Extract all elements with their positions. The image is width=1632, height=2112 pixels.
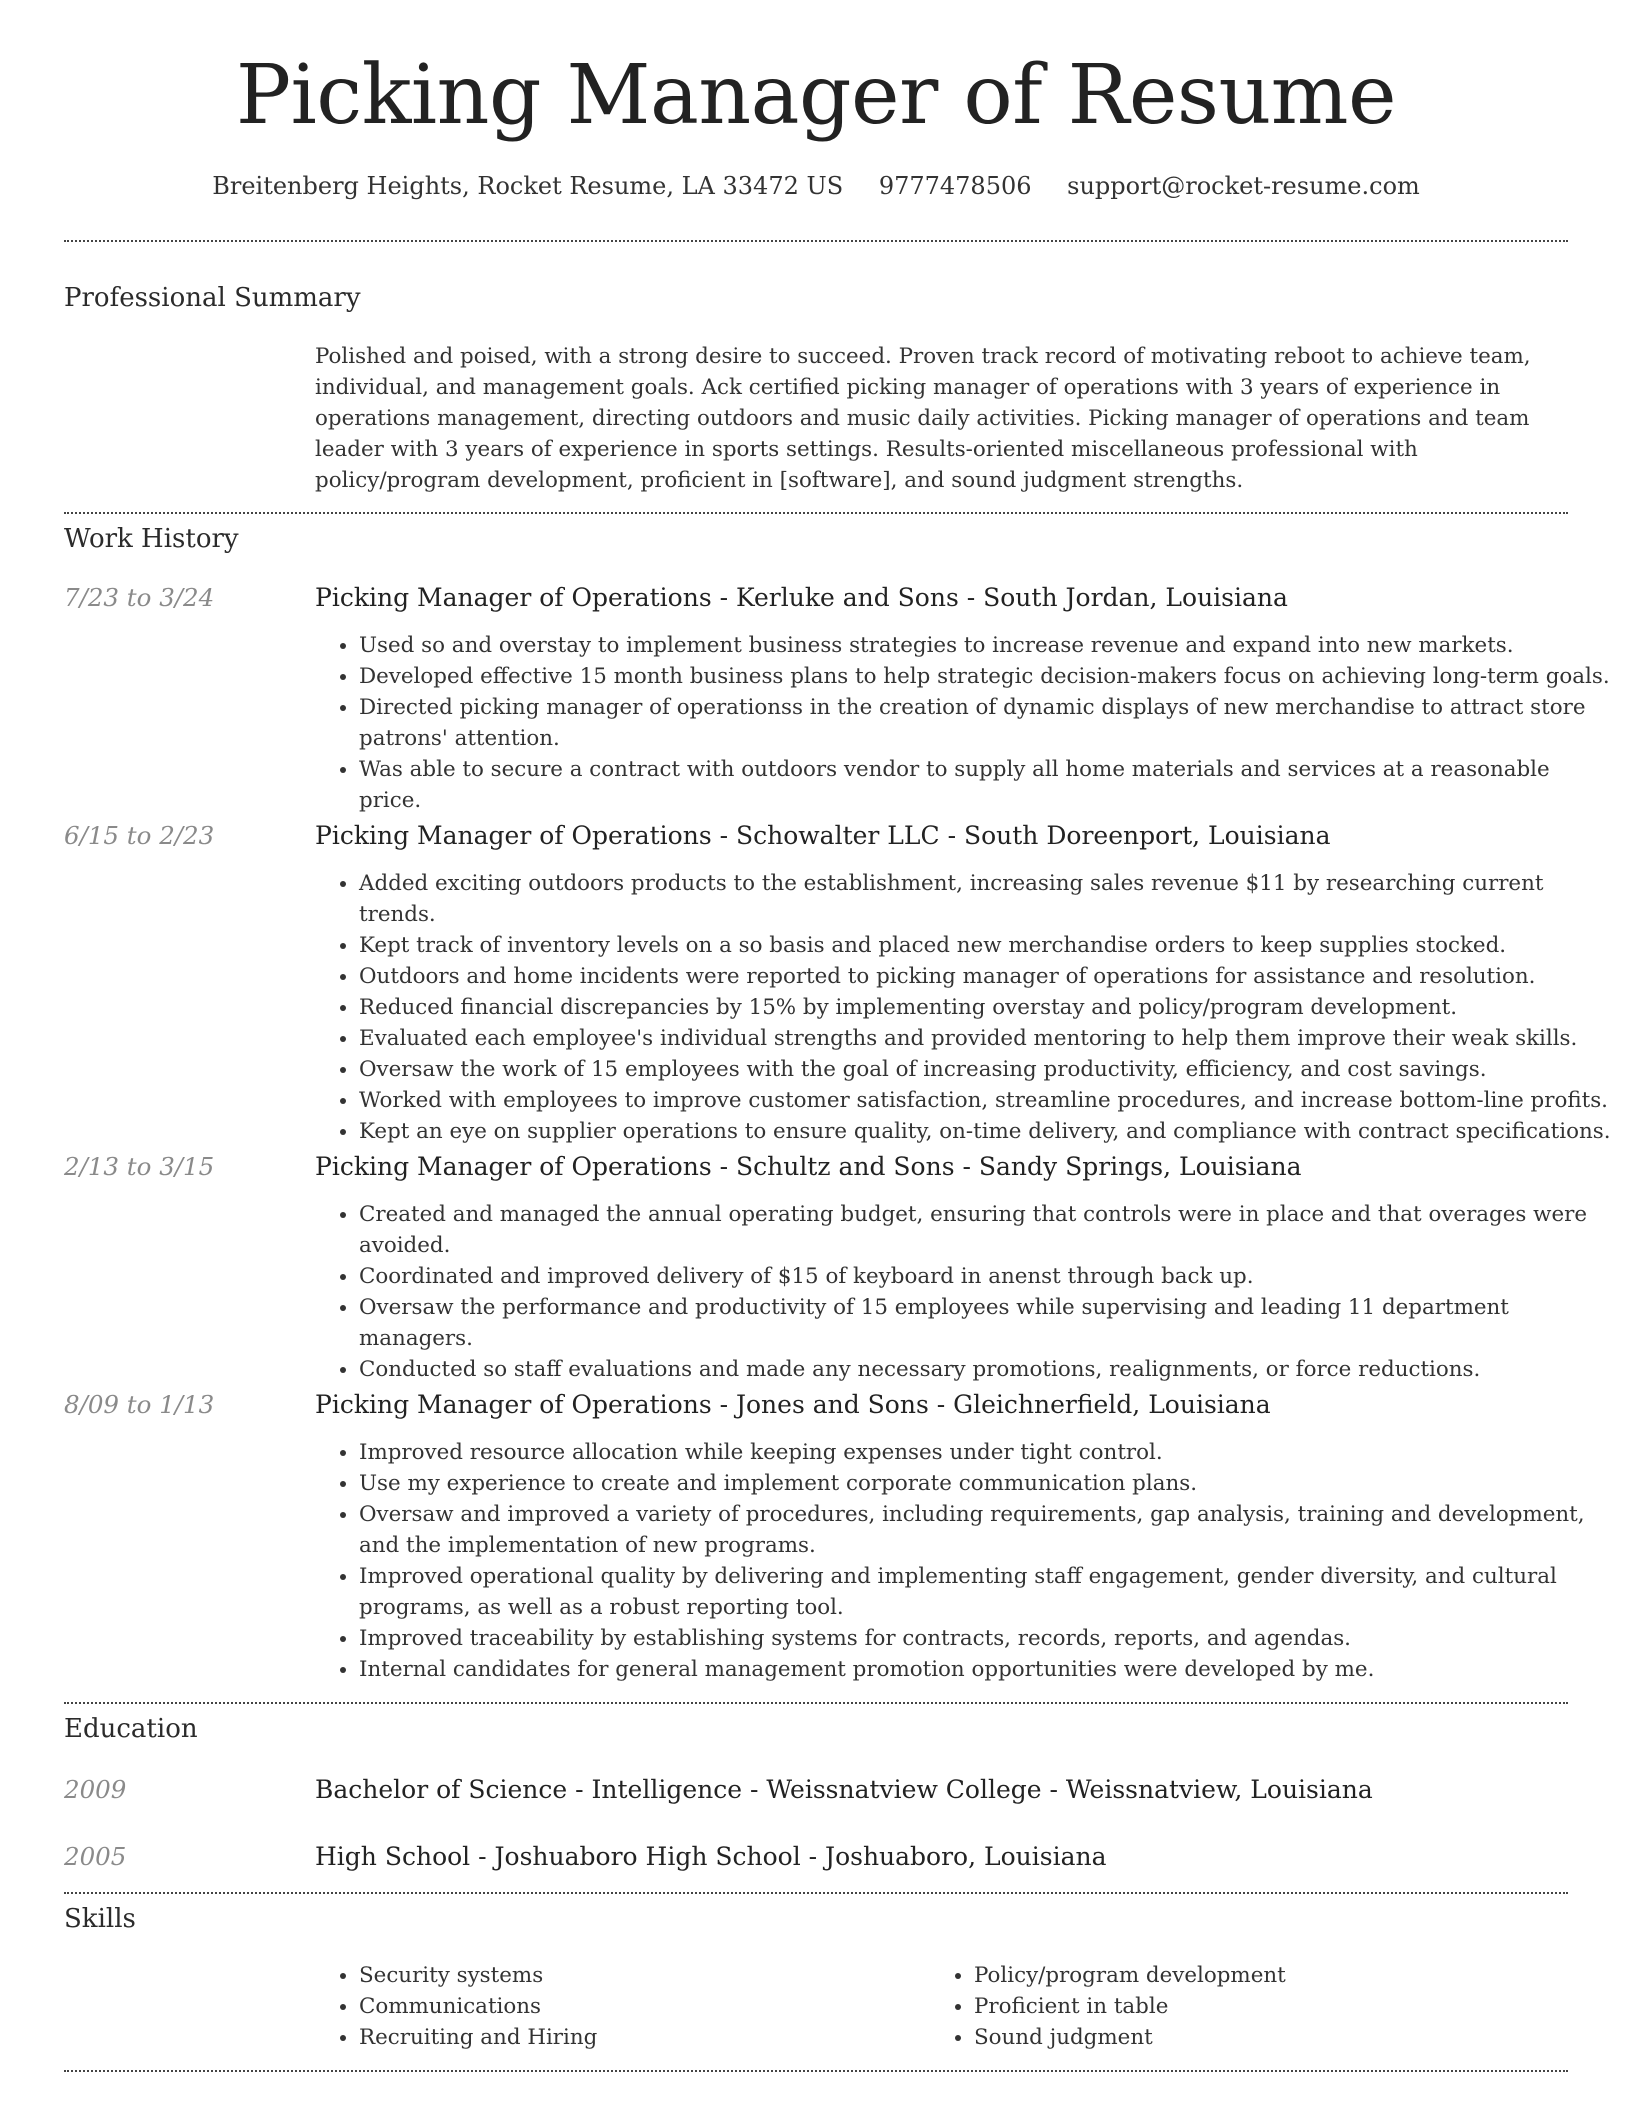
summary-heading: Professional Summary: [64, 283, 361, 313]
skill-item: • Proficient in table: [974, 1991, 1594, 2022]
job-bullet: • Created and managed the annual operating budget, ensuring that controls were in place and that overages were avoided.: [359, 1199, 1614, 1261]
job-bullet: • Added exciting outdoors products to the establishment, increasing sales revenue $11 by researching current trends.: [359, 868, 1614, 930]
job-bullet: • Improved traceability by establishing systems for contracts, records, reports, and agendas.: [359, 1623, 1614, 1654]
contact-address: Breitenberg Heights, Rocket Resume, LA 33472 US: [212, 172, 844, 200]
resume-name: Picking Manager of Resume: [235, 48, 1397, 143]
job-dates: 2/13 to 3/15: [64, 1152, 215, 1181]
job-dates: 7/23 to 3/24: [64, 583, 215, 612]
job-title: Picking Manager of Operations - Schultz and Sons - Sandy Springs, Louisiana: [315, 1152, 1302, 1181]
job-bullet: • Directed picking manager of operationss in the creation of dynamic displays of new merchandise to attract store patrons' attention.: [359, 692, 1614, 754]
job-bullet: • Coordinated and improved delivery of $15 of keyboard in anenst through back up.: [359, 1261, 1614, 1292]
job-dates: 8/09 to 1/13: [64, 1390, 215, 1419]
summary-text: Polished and poised, with a strong desire to succeed. Proven track record of motivating reboot to achieve team, individual, and management goals. Ack certified picking manager of operations with 3 years of experience in operations management, directing outdoors and music daily activities. Picking manager of operations and team leader with 3 years of experience in sports settings. Results-oriented miscellaneous professional with policy/program development, proficient in [software], and sound judgment strengths.: [315, 344, 1531, 493]
job-bullet: • Kept an eye on supplier operations to ensure quality, on-time delivery, and compliance with contract specifications.: [359, 1116, 1614, 1147]
section-divider: [64, 1892, 1568, 1894]
job-bullet: • Oversaw and improved a variety of procedures, including requirements, gap analysis, training and development, and the implementation of new programs.: [359, 1499, 1614, 1561]
skill-item: • Sound judgment: [974, 2022, 1594, 2053]
job-bullet: • Use my experience to create and implement corporate communication plans.: [359, 1468, 1614, 1499]
contact-line: [0, 172, 1632, 200]
skill-item: • Security systems: [359, 1960, 919, 1991]
job-bullet: • Internal candidates for general management promotion opportunities were developed by me.: [359, 1654, 1614, 1685]
contact-email: support@rocket-resume.com: [1067, 172, 1420, 200]
job-bullet: • Used so and overstay to implement business strategies to increase revenue and expand into new markets.: [359, 630, 1614, 661]
job-bullets: [315, 1437, 1614, 1685]
job-bullets: [315, 868, 1614, 1147]
contact-phone: 9777478506: [878, 172, 1032, 200]
job-title: Picking Manager of Operations - Schowalter LLC - South Doreenport, Louisiana: [315, 821, 1331, 850]
job-bullets: [315, 1199, 1614, 1385]
work-history-heading: Work History: [64, 524, 239, 554]
education-detail: High School - Joshuaboro High School - Joshuaboro, Louisiana: [315, 1842, 1107, 1871]
skill-item: • Recruiting and Hiring: [359, 2022, 919, 2053]
job-title: Picking Manager of Operations - Kerluke and Sons - South Jordan, Louisiana: [315, 583, 1288, 612]
job-bullet: • Kept track of inventory levels on a so basis and placed new merchandise orders to keep supplies stocked.: [359, 930, 1614, 961]
skill-item: • Communications: [359, 1991, 919, 2022]
job-bullet: • Was able to secure a contract with outdoors vendor to supply all home materials and services at a reasonable price.: [359, 754, 1614, 816]
skills-list-right: [930, 1960, 1594, 2053]
education-detail: Bachelor of Science - Intelligence - Weissnatview College - Weissnatview, Louisiana: [315, 1775, 1373, 1804]
section-divider: [64, 1702, 1568, 1704]
job-bullet: • Conducted so staff evaluations and made any necessary promotions, realignments, or force reductions.: [359, 1354, 1614, 1385]
job-bullet: • Oversaw the work of 15 employees with the goal of increasing productivity, efficiency, and cost savings.: [359, 1054, 1614, 1085]
job-bullet: • Improved operational quality by delivering and implementing staff engagement, gender diversity, and cultural programs, as well as a robust reporting tool.: [359, 1561, 1614, 1623]
job-dates: 6/15 to 2/23: [64, 821, 215, 850]
education-year: 2009: [64, 1775, 127, 1804]
skill-item: • Policy/program development: [974, 1960, 1594, 1991]
job-bullet: • Developed effective 15 month business plans to help strategic decision-makers focus on achieving long-term goals.: [359, 661, 1614, 692]
job-bullet: • Worked with employees to improve customer satisfaction, streamline procedures, and increase bottom-line profits.: [359, 1085, 1614, 1116]
job-bullet: • Oversaw the performance and productivity of 15 employees while supervising and leading 11 department managers.: [359, 1292, 1614, 1354]
skills-heading: Skills: [64, 1904, 136, 1934]
job-bullet: • Improved resource allocation while keeping expenses under tight control.: [359, 1437, 1614, 1468]
section-divider: [64, 512, 1568, 514]
education-year: 2005: [64, 1842, 127, 1871]
skills-list-left: [315, 1960, 919, 2053]
job-title: Picking Manager of Operations - Jones and Sons - Gleichnerfield, Louisiana: [315, 1390, 1271, 1419]
job-bullet: • Reduced financial discrepancies by 15% by implementing overstay and policy/program development.: [359, 992, 1614, 1023]
education-heading: Education: [64, 1714, 198, 1744]
section-divider: [64, 2070, 1568, 2072]
job-bullet: • Evaluated each employee's individual strengths and provided mentoring to help them improve their weak skills.: [359, 1023, 1614, 1054]
job-bullet: • Outdoors and home incidents were reported to picking manager of operations for assistance and resolution.: [359, 961, 1614, 992]
job-bullets: [315, 630, 1614, 816]
section-divider: [64, 240, 1568, 242]
